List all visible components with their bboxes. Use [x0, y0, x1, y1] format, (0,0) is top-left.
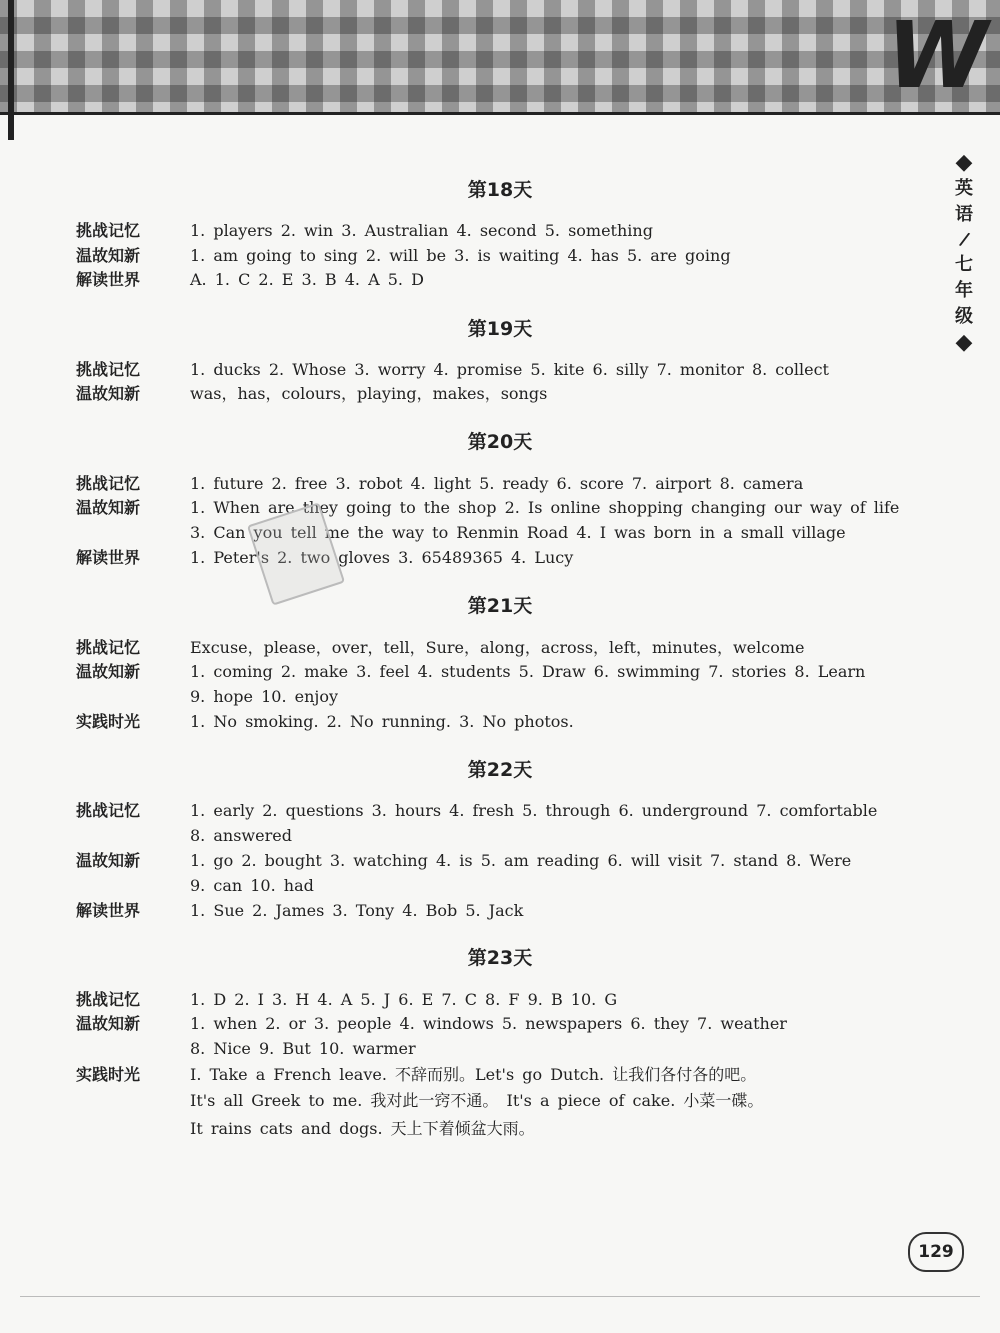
- day-title: 第23天: [467, 947, 533, 969]
- section-label: 温故知新: [76, 851, 141, 870]
- answer-row: [0, 988, 940, 1012]
- subject-char: 语: [955, 204, 973, 225]
- answer-row: [0, 244, 940, 268]
- section-label: 解读世界: [76, 548, 141, 567]
- answer-text: 1. Peter's 2. two gloves 3. 65489365 4. Lucy: [190, 548, 574, 567]
- answer-text: 1. early 2. questions 3. hours 4. fresh 5. through 6. underground 7. comfortable: [190, 801, 878, 820]
- section-label: 温故知新: [76, 498, 141, 517]
- section-label: 温故知新: [76, 384, 141, 403]
- section-label: 解读世界: [76, 270, 141, 289]
- answer-text: 1. players 2. win 3. Australian 4. second 5. something: [190, 221, 653, 240]
- answer-row: [0, 899, 940, 923]
- grade-char: 年: [955, 280, 973, 301]
- grade-char: 级: [955, 306, 973, 327]
- answer-row: [0, 219, 940, 243]
- grade-char: 七: [955, 254, 973, 275]
- day-title: 第20天: [467, 431, 533, 453]
- answer-row: [0, 849, 940, 873]
- answer-text: 3. Can you tell me the way to Renmin Road 4. I was born in a small village: [190, 523, 846, 542]
- day-title: 第18天: [467, 179, 533, 201]
- answer-text: 1. am going to sing 2. will be 3. is waiting 4. has 5. are going: [190, 246, 731, 265]
- section-label: 挑战记忆: [76, 990, 141, 1009]
- answer-row: [0, 382, 940, 406]
- answer-text: It rains cats and dogs. 天上下着倾盆大雨。: [190, 1119, 535, 1138]
- day-title: 第21天: [467, 595, 533, 617]
- section-label: 温故知新: [76, 246, 141, 265]
- answer-row: [0, 636, 940, 660]
- answer-row: [0, 472, 940, 496]
- answer-row: [0, 268, 940, 292]
- section-label: 实践时光: [76, 712, 141, 731]
- answer-text: was，has，colours，playing，makes，songs: [190, 384, 548, 403]
- answer-text: 8. answered: [190, 826, 292, 845]
- answer-text: Excuse，please，over，tell，Sure，along，across，left，minutes，welcome: [190, 638, 805, 657]
- answer-row: [0, 824, 940, 848]
- section-label: 实践时光: [76, 1065, 141, 1084]
- diamond-icon: ◆: [955, 330, 973, 355]
- answer-row: [0, 685, 940, 709]
- footer-divider: [20, 1296, 980, 1297]
- answer-row: [0, 521, 940, 545]
- answer-text: 1. future 2. free 3. robot 4. light 5. ready 6. score 7. airport 8. camera: [190, 474, 804, 493]
- answer-text: It's all Greek to me. 我对此一窍不通。 It's a piece of cake. 小菜一碟。: [190, 1091, 764, 1110]
- divider-slash: /: [957, 228, 971, 251]
- answer-text: 9. hope 10. enjoy: [190, 687, 339, 706]
- answer-row: [0, 1012, 940, 1036]
- answer-row: [0, 358, 940, 382]
- day-title: 第22天: [467, 759, 533, 781]
- answer-row: [0, 710, 940, 734]
- subject-char: 英: [955, 178, 973, 199]
- answer-text: 1. No smoking. 2. No running. 3. No photos.: [190, 712, 574, 731]
- answer-text: 1. D 2. I 3. H 4. A 5. J 6. E 7. C 8. F 9. B 10. G: [190, 990, 618, 1009]
- answer-text: Ⅰ. Take a French leave. 不辞而别。Let's go Dutch. 让我们各付各的吧。: [190, 1065, 757, 1084]
- answer-text: 1. go 2. bought 3. watching 4. is 5. am reading 6. will visit 7. stand 8. Were: [190, 851, 852, 870]
- answer-row: [0, 660, 940, 684]
- answer-row: [0, 1117, 940, 1141]
- answer-text: 9. can 10. had: [190, 876, 314, 895]
- answer-row: [0, 799, 940, 823]
- section-label: 温故知新: [76, 1014, 141, 1033]
- answer-row: [0, 496, 940, 520]
- answer-text: 1. Sue 2. James 3. Tony 4. Bob 5. Jack: [190, 901, 524, 920]
- diamond-icon: ◆: [955, 150, 973, 175]
- section-label: 挑战记忆: [76, 360, 141, 379]
- answer-text: 8. Nice 9. But 10. warmer: [190, 1039, 416, 1058]
- section-label: 挑战记忆: [76, 221, 141, 240]
- answer-text: A. 1. C 2. E 3. B 4. A 5. D: [190, 270, 424, 289]
- section-label: 温故知新: [76, 662, 141, 681]
- answer-text: 1. when 2. or 3. people 4. windows 5. newspapers 6. they 7. weather: [190, 1014, 787, 1033]
- section-label: 解读世界: [76, 901, 141, 920]
- section-label: 挑战记忆: [76, 638, 141, 657]
- answer-row: [0, 1037, 940, 1061]
- banner-edge-bar: [8, 0, 14, 140]
- section-label: 挑战记忆: [76, 801, 141, 820]
- header-banner: [0, 0, 1000, 115]
- answer-text: 1. ducks 2. Whose 3. worry 4. promise 5. kite 6. silly 7. monitor 8. collect: [190, 360, 829, 379]
- page-number: 129: [908, 1232, 964, 1272]
- answer-text: 1. coming 2. make 3. feel 4. students 5. Draw 6. swimming 7. stories 8. Learn: [190, 662, 866, 681]
- banner-logo-letter: W: [886, 2, 988, 109]
- section-label: 挑战记忆: [76, 474, 141, 493]
- answer-row: [0, 1063, 940, 1087]
- answer-text: 1. When are they going to the shop 2. Is online shopping changing our way of life: [190, 498, 900, 517]
- day-title: 第19天: [467, 318, 533, 340]
- answer-row: [0, 1089, 940, 1113]
- answer-row: [0, 546, 940, 570]
- answer-row: [0, 874, 940, 898]
